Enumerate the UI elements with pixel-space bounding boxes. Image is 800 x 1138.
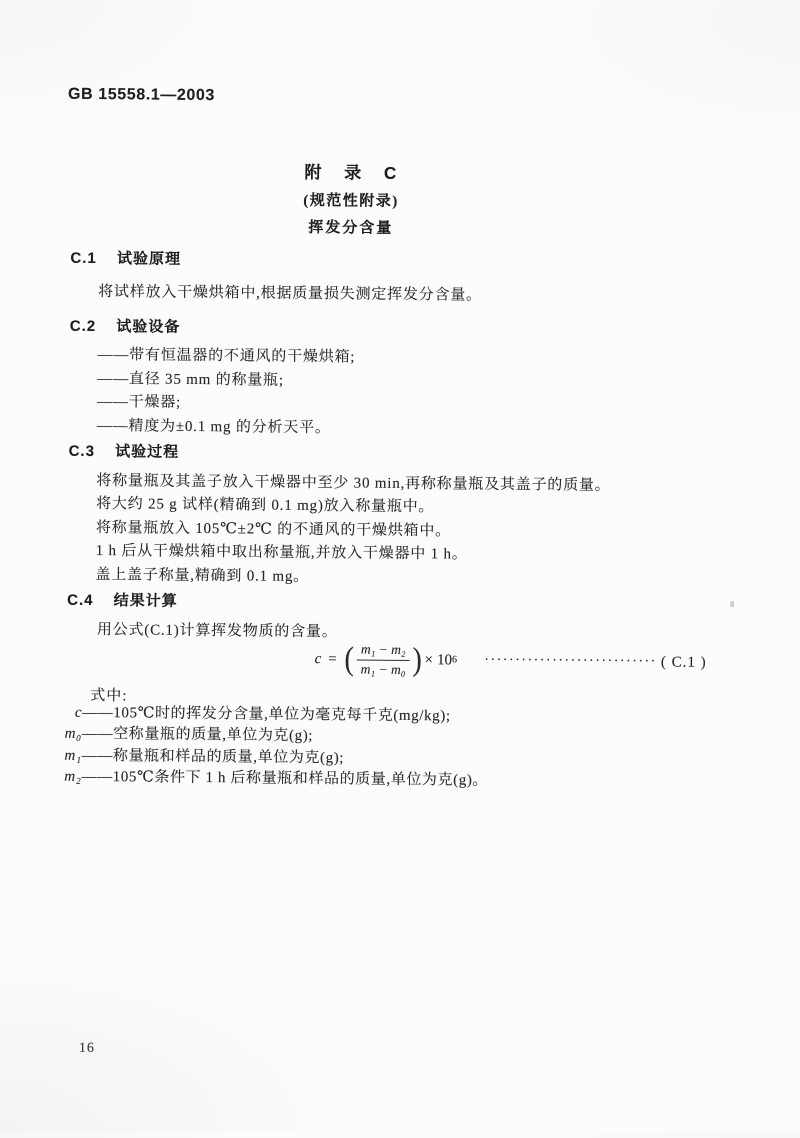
section-c1-heading — [70, 247, 181, 269]
procedure-step: 盖上盖子称量,精确到 0.1 mg。 — [95, 564, 609, 592]
symbol-m2-description: ——105℃条件下 1 h 后称量瓶和样品的质量,单位为克(g)。 — [81, 767, 488, 792]
procedure-steps — [95, 470, 610, 592]
equals-sign: = — [328, 651, 337, 668]
section-c2-title: 试验设备 — [116, 318, 180, 336]
open-paren: ( — [344, 643, 354, 676]
equipment-item: ——精度为±0.1 mg 的分析天平。 — [97, 415, 355, 441]
mass-fraction — [357, 641, 410, 678]
symbol-m1: m₁ — [52, 745, 82, 767]
formula-number-label: ( C.1 ) — [661, 654, 707, 671]
section-c2-heading — [70, 315, 181, 337]
formula-lhs: c — [315, 651, 322, 668]
fraction-numerator: m₁ − m₂ — [357, 641, 410, 660]
formula-row — [314, 638, 706, 684]
section-c4-title: 结果计算 — [114, 592, 178, 610]
section-c1-title: 试验原理 — [117, 250, 181, 268]
close-paren: ) — [412, 644, 422, 677]
symbol-c-description: ——105℃时的挥发分含量,单位为毫克每千克(mg/kg); — [82, 703, 451, 728]
multiply-sign: × — [424, 652, 433, 669]
equipment-item: ——直径 35 mm 的称量瓶; — [97, 368, 355, 394]
equipment-list — [97, 344, 356, 441]
section-c4-intro: 用公式(C.1)计算挥发物质的含量。 — [97, 618, 338, 641]
fraction-denominator: m₁ − m₀ — [357, 660, 410, 678]
appendix-title-block — [151, 156, 552, 239]
section-c2-number: C.2 — [70, 318, 97, 335]
procedure-step: 将称量瓶及其盖子放入干燥器中至少 30 min,再称称量瓶及其盖子的质量。 — [96, 470, 610, 498]
equipment-item: ——带有恒温器的不通风的干燥烘箱; — [97, 344, 355, 370]
volatile-content-formula — [314, 641, 457, 679]
scan-speck-artifact — [730, 601, 734, 607]
formula-leader — [484, 652, 706, 671]
symbol-m2: m₂ — [51, 767, 81, 789]
appendix-normative-label: (规范性附录) — [151, 187, 551, 212]
standard-number: GB 15558.1—2003 — [68, 86, 215, 105]
procedure-step: 将大约 25 g 试样(精确到 0.1 mg)放入称量瓶中。 — [96, 493, 610, 521]
procedure-step: 将称量瓶放入 105℃±2℃ 的不通风的干燥烘箱中。 — [96, 517, 610, 545]
appendix-title: 附 录 C — [151, 156, 551, 185]
dot-leader: ···························· — [484, 653, 657, 671]
definition-row — [51, 767, 488, 793]
section-c3-number: C.3 — [69, 443, 96, 460]
section-c4-number: C.4 — [67, 592, 94, 609]
symbol-c: c — [52, 703, 82, 725]
section-c3-heading — [69, 440, 180, 462]
appendix-subject: 挥发分含量 — [151, 214, 551, 239]
symbol-definitions — [51, 703, 488, 793]
power-base: 10 — [437, 652, 452, 669]
where-clause: 式中: — [90, 684, 127, 705]
symbol-m0: m₀ — [52, 724, 82, 746]
section-c1-body: 将试样放入干燥烘箱中,根据质量损失测定挥发分含量。 — [98, 280, 482, 305]
section-c4-heading — [67, 589, 178, 611]
procedure-step: 1 h 后从干燥烘箱中取出称量瓶,并放入干燥器中 1 h。 — [96, 540, 610, 568]
equipment-item: ——干燥器; — [97, 391, 355, 417]
symbol-m0-description: ——空称量瓶的质量,单位为克(g); — [82, 724, 313, 748]
section-c1-number: C.1 — [70, 250, 97, 267]
symbol-m1-description: ——称量瓶和样品的质量,单位为克(g); — [82, 746, 345, 770]
page-number: 16 — [79, 1041, 95, 1057]
section-c3-title: 试验过程 — [115, 443, 179, 461]
